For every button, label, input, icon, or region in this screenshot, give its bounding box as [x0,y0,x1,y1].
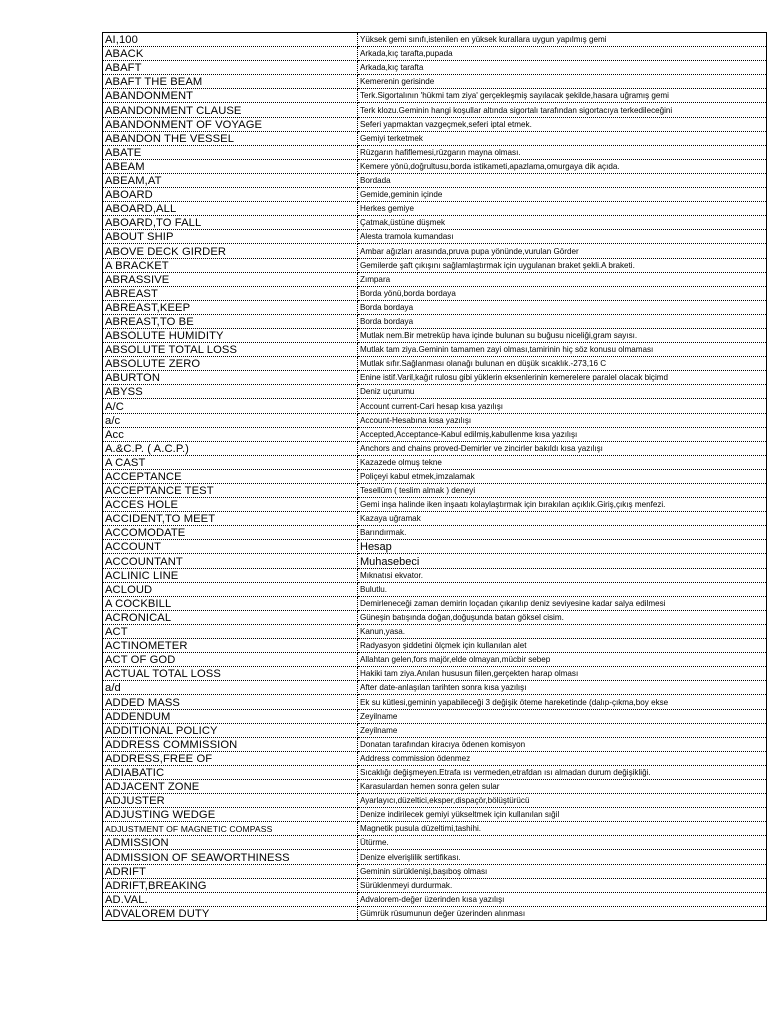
definition-cell: Herkes gemiye [358,202,767,216]
table-row [103,455,767,469]
definition-cell: Bulutlu. [358,582,767,596]
glossary-sheet [102,32,766,921]
term-cell: ABOVE DECK GIRDER [103,244,358,258]
term-cell: ABREAST [103,286,358,300]
table-row [103,145,767,159]
term-cell: ABEAM,AT [103,173,358,187]
definition-cell: Seferi yapmaktan vazgeçmek,seferi iptal etmek. [358,117,767,131]
definition-cell: Demirleneceği zaman demirin loçadan çıkarılıp deniz seviyesine kadar salya edilmesi [358,596,767,610]
definition-cell: Sürüklenmeyi durdurmak. [358,878,767,892]
definition-cell: Enine istif.Varil,kağıt rulosu gibi yüklerin eksenlerinin kemerelere paralel olacak biçimd [358,371,767,385]
term-cell: ABREAST,KEEP [103,300,358,314]
definition-cell: Account-Hesabına kısa yazılışı [358,413,767,427]
table-row [103,864,767,878]
table-row [103,892,767,906]
table-row [103,61,767,75]
table-row [103,512,767,526]
term-cell: ADJUSTMENT OF MAGNETIC COMPASS [103,822,358,836]
definition-cell: Çatmak,üstüne düşmek [358,216,767,230]
table-row [103,596,767,610]
definition-cell: Kazazede olmuş tekne [358,455,767,469]
definition-cell: Terk.Sigortalının 'hükmi tam ziya' gerçekleşmiş sayılacak şekilde,hasara uğramış gemi [358,89,767,103]
term-cell: ACLINIC LINE [103,568,358,582]
table-row [103,258,767,272]
definition-cell: Arkada,kıç tarafta,pupada [358,47,767,61]
table-row [103,822,767,836]
table-row [103,173,767,187]
table-row [103,413,767,427]
table-row [103,328,767,342]
term-cell: ABYSS [103,385,358,399]
term-cell: a/d [103,681,358,695]
table-row [103,33,767,47]
table-row [103,314,767,328]
table-row [103,399,767,413]
term-cell: ADJACENT ZONE [103,779,358,793]
definition-cell: Mutlak sıfır.Sağlanması olanağı bulunan en düşük sıcaklık.-273,16 C [358,357,767,371]
table-row [103,385,767,399]
definition-cell: Bordada [358,173,767,187]
table-row [103,371,767,385]
term-cell: AD.VAL. [103,892,358,906]
table-row [103,498,767,512]
definition-cell: Kanun,yasa. [358,624,767,638]
term-cell: ACRONICAL [103,610,358,624]
definition-cell: Rüzgarın hafiflemesi,rüzgarın mayna olması. [358,145,767,159]
table-row [103,216,767,230]
definition-cell: Gemi inşa halinde iken inşaatı kolaylaştırmak için bırakılan açıklık.Giriş,çıkış menfezi. [358,498,767,512]
table-row [103,653,767,667]
table-row [103,526,767,540]
table-row [103,427,767,441]
table-row [103,808,767,822]
term-cell: ABSOLUTE ZERO [103,357,358,371]
table-row [103,794,767,808]
term-cell: ACCOMODATE [103,526,358,540]
term-cell: ACLOUD [103,582,358,596]
term-cell: ADDITIONAL POLICY [103,723,358,737]
term-cell: ACCES HOLE [103,498,358,512]
term-cell: ADDED MASS [103,695,358,709]
definition-cell: Yüksek gemi sınıfı,istenilen en yüksek kurallara uygun yapılmış gemi [358,33,767,47]
term-cell: AI,100 [103,33,358,47]
table-row [103,582,767,596]
definition-cell: Arkada,kıç tarafta [358,61,767,75]
definition-cell: Borda bordaya [358,300,767,314]
table-row [103,568,767,582]
definition-cell: Muhasebeci [358,554,767,568]
term-cell: ABOARD,ALL [103,202,358,216]
term-cell: ABOUT SHIP [103,230,358,244]
table-row [103,624,767,638]
term-cell: ABANDONMENT OF VOYAGE [103,117,358,131]
definition-cell: Alesta tramola kumandası [358,230,767,244]
definition-cell: Accepted,Acceptance-Kabul edilmiş,kabullenme kısa yazılışı [358,427,767,441]
table-row [103,906,767,920]
table-row [103,850,767,864]
definition-cell: Karasulardan hemen sonra gelen sular [358,779,767,793]
table-row [103,131,767,145]
term-cell: ABOARD [103,188,358,202]
table-row [103,878,767,892]
term-cell: ABRASSIVE [103,272,358,286]
term-cell: A CAST [103,455,358,469]
table-row [103,300,767,314]
term-cell: A.&C.P. ( A.C.P.) [103,441,358,455]
table-row [103,244,767,258]
definition-cell: Advalorem-değer üzerinden kısa yazılışı [358,892,767,906]
definition-cell: Sıcaklığı değişmeyen.Etrafa ısı vermeden,etrafdan ısı almadan durum değişikliği. [358,765,767,779]
definition-cell: Gemilerde şaft çıkışını sağlamlaştırmak için uygulanan braket şekli.A braketi. [358,258,767,272]
table-row [103,441,767,455]
table-row [103,709,767,723]
table-row [103,357,767,371]
term-cell: ACCEPTANCE [103,469,358,483]
table-row [103,723,767,737]
definition-cell: Donatan tarafından kiracıya ödenen komisyon [358,737,767,751]
table-row [103,75,767,89]
term-cell: ACCIDENT,TO MEET [103,512,358,526]
term-cell: ABACK [103,47,358,61]
table-row [103,737,767,751]
definition-cell: Kazaya uğramak [358,512,767,526]
definition-cell: Magnetik pusula düzeltimi,tashihi. [358,822,767,836]
table-row [103,639,767,653]
definition-cell: Geminin sürüklenişi,başıboş olması [358,864,767,878]
glossary-body [103,33,767,921]
definition-cell: Zeyilname [358,709,767,723]
definition-cell: Borda bordaya [358,314,767,328]
definition-cell: Account current-Cari hesap kısa yazılışı [358,399,767,413]
table-row [103,484,767,498]
glossary-table [102,32,767,921]
definition-cell: Mutlak tam ziya.Geminin tamamen zayi olması,tamirinin hiç söz konusu olmaması [358,343,767,357]
term-cell: ACCEPTANCE TEST [103,484,358,498]
table-row [103,610,767,624]
term-cell: A BRACKET [103,258,358,272]
term-cell: ACT OF GOD [103,653,358,667]
definition-cell: Zımpara [358,272,767,286]
term-cell: ABAFT THE BEAM [103,75,358,89]
definition-cell: Zeyilname [358,723,767,737]
definition-cell: Deniz uçurumu [358,385,767,399]
definition-cell: Ek su kütlesi,geminin yapabileceği 3 değişik öteme hareketinde (dalıp-çıkma,boy ekse [358,695,767,709]
definition-cell: Gemiyi terketmek [358,131,767,145]
definition-cell: Anchors and chains proved-Demirler ve zincirler bakıldı kısa yazılışı [358,441,767,455]
table-row [103,117,767,131]
table-row [103,103,767,117]
table-row [103,202,767,216]
term-cell: ABANDON THE VESSEL [103,131,358,145]
table-row [103,765,767,779]
term-cell: ACTUAL TOTAL LOSS [103,667,358,681]
term-cell: ABAFT [103,61,358,75]
definition-cell: Gemide,geminin içinde [358,188,767,202]
table-row [103,89,767,103]
term-cell: A COCKBILL [103,596,358,610]
term-cell: ACT [103,624,358,638]
definition-cell: Gümrük rüsumunun değer üzerinden alınması [358,906,767,920]
table-row [103,836,767,850]
table-row [103,230,767,244]
definition-cell: Denize indirilecek gemiyi yükseltmek için kullanılan sığil [358,808,767,822]
term-cell: ADRIFT [103,864,358,878]
definition-cell: Kemere yönü,doğrultusu,borda istikameti,apazlama,omurgaya dik açıda. [358,159,767,173]
term-cell: ABATE [103,145,358,159]
term-cell: a/c [103,413,358,427]
table-row [103,695,767,709]
table-row [103,667,767,681]
definition-cell: Barındırmak. [358,526,767,540]
table-row [103,751,767,765]
definition-cell: Address commission ödenmez [358,751,767,765]
term-cell: ABANDONMENT [103,89,358,103]
table-row [103,188,767,202]
definition-cell: Denize elverişlilik sertifikası. [358,850,767,864]
definition-cell: Borda yönü,borda bordaya [358,286,767,300]
definition-cell: Tesellüm ( teslim almak ) deneyi [358,484,767,498]
table-row [103,554,767,568]
definition-cell: Hakiki tam ziya.Anılan hususun fiilen,gerçekten harap olması [358,667,767,681]
term-cell: ADDRESS COMMISSION [103,737,358,751]
term-cell: ADVALOREM DUTY [103,906,358,920]
term-cell: ABANDONMENT CLAUSE [103,103,358,117]
term-cell: A/C [103,399,358,413]
term-cell: ABREAST,TO BE [103,314,358,328]
table-row [103,681,767,695]
term-cell: ADJUSTING WEDGE [103,808,358,822]
term-cell: ADDENDUM [103,709,358,723]
table-row [103,159,767,173]
definition-cell: Radyasyon şiddetini ölçmek için kullanılan alet [358,639,767,653]
table-row [103,469,767,483]
term-cell: ADMISSION [103,836,358,850]
definition-cell: Ütürme. [358,836,767,850]
term-cell: ADDRESS,FREE OF [103,751,358,765]
definition-cell: Poliçeyi kabul etmek,imzalamak [358,469,767,483]
term-cell: ADMISSION OF SEAWORTHINESS [103,850,358,864]
term-cell: ACCOUNT [103,540,358,554]
term-cell: ACTINOMETER [103,639,358,653]
term-cell: ABURTON [103,371,358,385]
term-cell: ABOARD,TO FALL [103,216,358,230]
term-cell: Acc [103,427,358,441]
term-cell: ADJUSTER [103,794,358,808]
definition-cell: Terk klozu.Geminin hangi koşullar altında sigortalı tarafından sigortacıya terkedileceğini [358,103,767,117]
definition-cell: Güneşin batışında doğan,doğuşunda batan göksel cisim. [358,610,767,624]
term-cell: ABSOLUTE TOTAL LOSS [103,343,358,357]
table-row [103,779,767,793]
definition-cell: Ayarlayıcı,düzeltici,eksper,dispaçör,bölüştürücü [358,794,767,808]
term-cell: ABEAM [103,159,358,173]
definition-cell: Allahtan gelen,fors majör,elde olmayan,mücbir sebep [358,653,767,667]
table-row [103,540,767,554]
table-row [103,343,767,357]
term-cell: ACCOUNTANT [103,554,358,568]
definition-cell: Hesap [358,540,767,554]
definition-cell: Ambar ağızları arasında,pruva pupa yönünde,vurulan Görder [358,244,767,258]
definition-cell: Kemerenin gerisinde [358,75,767,89]
term-cell: ADIABATIC [103,765,358,779]
term-cell: ADRIFT,BREAKING [103,878,358,892]
definition-cell: Mıknatısi ekvator. [358,568,767,582]
table-row [103,286,767,300]
definition-cell: Mutlak nem.Bir metreküp hava içinde bulunan su buğusu niceliği,gram sayısı. [358,328,767,342]
table-row [103,47,767,61]
definition-cell: After date-anlaşılan tarihten sonra kısa yazılışı [358,681,767,695]
table-row [103,272,767,286]
term-cell: ABSOLUTE HUMIDITY [103,328,358,342]
